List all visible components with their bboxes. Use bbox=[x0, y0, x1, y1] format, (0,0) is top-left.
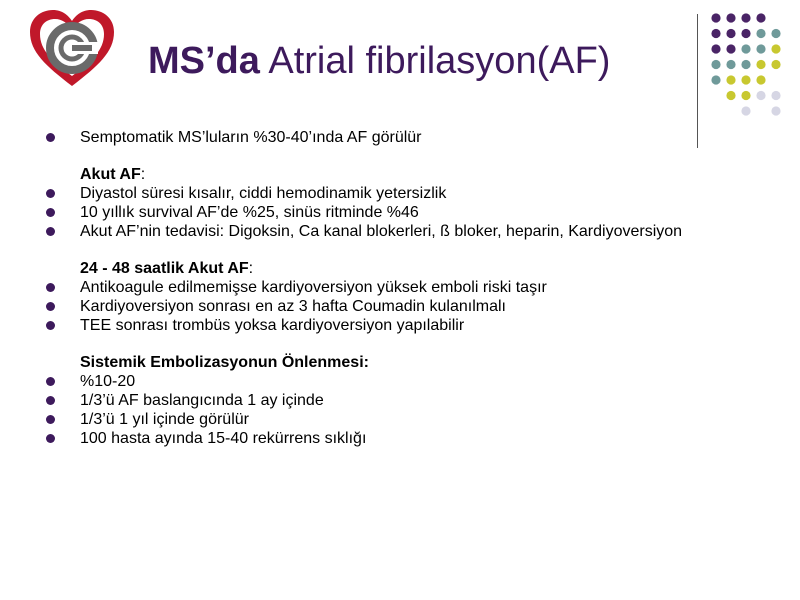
list-item-text: Diyastol süresi kısalır, ciddi hemodinamik yetersizlik bbox=[80, 185, 447, 202]
slide-content bbox=[46, 128, 746, 448]
decorative-dot bbox=[711, 44, 720, 53]
decorative-dot bbox=[726, 29, 735, 38]
bullet-icon bbox=[46, 283, 55, 292]
section-heading-bold: 24 - 48 saatlik Akut AF bbox=[80, 260, 249, 277]
bullet-icon bbox=[46, 302, 55, 311]
list-item-text: %10-20 bbox=[80, 373, 136, 390]
decorative-dot bbox=[726, 75, 735, 84]
list-item bbox=[46, 372, 746, 391]
list-item bbox=[46, 297, 746, 316]
bullet-icon bbox=[46, 396, 55, 405]
bullet-icon bbox=[46, 434, 55, 443]
decorative-dot bbox=[711, 13, 720, 22]
section-heading bbox=[46, 353, 746, 372]
decorative-dot bbox=[771, 106, 780, 115]
list-item-text: 100 hasta ayında 15-40 rekürrens sıklığı bbox=[80, 430, 367, 447]
page-title bbox=[148, 40, 610, 83]
heart-g-logo-icon bbox=[26, 8, 118, 90]
decorative-dot bbox=[741, 106, 750, 115]
decorative-dot bbox=[711, 60, 720, 69]
bullet-icon bbox=[46, 227, 55, 236]
bullet-icon bbox=[46, 321, 55, 330]
bullet-icon bbox=[46, 208, 55, 217]
sections bbox=[46, 147, 746, 448]
list-item-text: TEE sonrası trombüs yoksa kardiyoversiyon yapılabilir bbox=[80, 317, 465, 334]
intro-text: Semptomatik MS’luların %30-40’ında AF görülür bbox=[80, 129, 422, 146]
section-gap bbox=[46, 241, 746, 259]
decorative-dot bbox=[756, 60, 765, 69]
bullet-icon bbox=[46, 377, 55, 386]
list-item-text: 10 yıllık survival AF’de %25, sinüs ritminde %46 bbox=[80, 204, 419, 221]
bullet-icon bbox=[46, 133, 55, 142]
decorative-dot bbox=[741, 91, 750, 100]
decorative-dot bbox=[741, 44, 750, 53]
decorative-dot bbox=[771, 91, 780, 100]
list-item-text: 1/3’ü AF baslangıcında 1 ay içinde bbox=[80, 392, 324, 409]
decorative-dot bbox=[741, 13, 750, 22]
decorative-dot bbox=[741, 75, 750, 84]
decorative-dot bbox=[756, 91, 765, 100]
decorative-dot bbox=[756, 75, 765, 84]
decorative-dot bbox=[771, 44, 780, 53]
list-item bbox=[46, 391, 746, 410]
decorative-dot bbox=[771, 60, 780, 69]
decorative-dot bbox=[756, 44, 765, 53]
section-heading-bold: Sistemik Embolizasyonun Önlenmesi: bbox=[80, 354, 369, 371]
list-item bbox=[46, 222, 746, 241]
section-heading bbox=[46, 259, 746, 278]
decorative-dot bbox=[741, 29, 750, 38]
list-item bbox=[46, 203, 746, 222]
intro-item bbox=[46, 128, 746, 147]
decorative-dot bbox=[771, 29, 780, 38]
section-heading-bold: Akut AF bbox=[80, 166, 141, 183]
list-item bbox=[46, 278, 746, 297]
bullet-icon bbox=[46, 189, 55, 198]
bullet-icon bbox=[46, 415, 55, 424]
list-item-text: Akut AF’nin tedavisi: Digoksin, Ca kanal blokerleri, ß bloker, heparin, Kardiyoversiyon bbox=[80, 223, 683, 240]
decorative-dot bbox=[741, 60, 750, 69]
decorative-dot bbox=[711, 29, 720, 38]
decorative-dot-grid bbox=[711, 12, 800, 132]
section-gap bbox=[46, 147, 746, 165]
title-normal: Atrial fibrilasyon(AF) bbox=[259, 40, 611, 82]
decorative-dot bbox=[726, 60, 735, 69]
list-item bbox=[46, 429, 746, 448]
list-item bbox=[46, 184, 746, 203]
section-gap bbox=[46, 335, 746, 353]
section-heading-tail: : bbox=[248, 260, 254, 277]
title-bold: MS’da bbox=[148, 40, 260, 82]
list-item-text: Kardiyoversiyon sonrası en az 3 hafta Coumadin kulanılmalı bbox=[80, 298, 506, 315]
list-item-text: 1/3’ü 1 yıl içinde görülür bbox=[80, 411, 249, 428]
list-item bbox=[46, 410, 746, 429]
section-heading-tail: : bbox=[140, 166, 146, 183]
decorative-dot bbox=[726, 13, 735, 22]
decorative-dot bbox=[711, 75, 720, 84]
decorative-dot bbox=[726, 44, 735, 53]
section-heading bbox=[46, 165, 746, 184]
list-item-text: Antikoagule edilmemişse kardiyoversiyon yüksek emboli riski taşır bbox=[80, 279, 547, 296]
decorative-dot bbox=[756, 29, 765, 38]
decorative-dot bbox=[726, 91, 735, 100]
decorative-dot bbox=[756, 13, 765, 22]
list-item bbox=[46, 316, 746, 335]
